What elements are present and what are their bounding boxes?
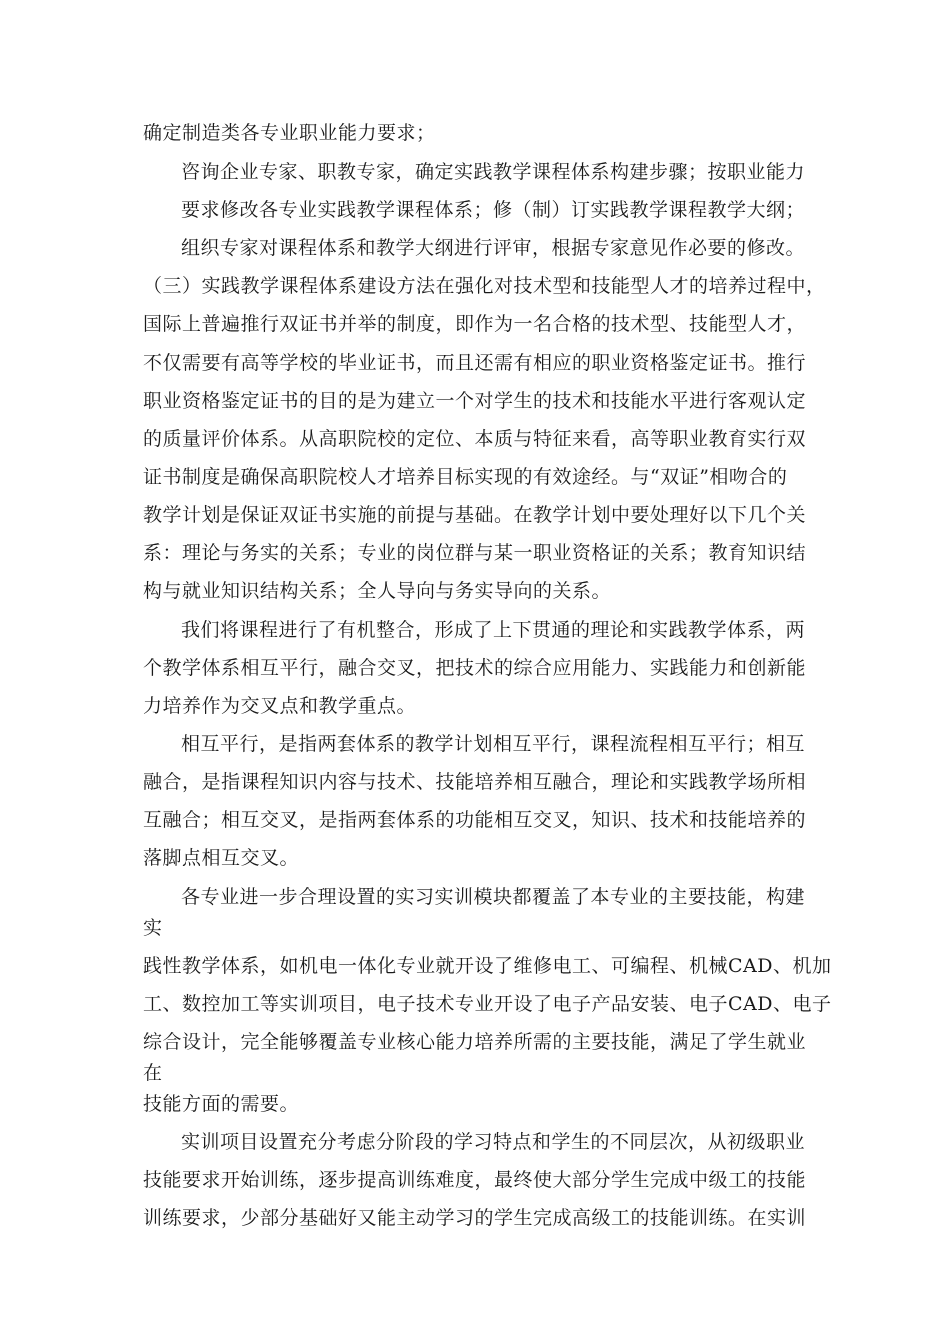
text-line: 工、数控加工等实训项目，电子技术专业开设了电子产品安装、电子CAD、电子 [143, 993, 832, 1015]
text-line: 训练要求，少部分基础好又能主动学习的学生完成高级工的技能训练。在实训 [143, 1207, 807, 1229]
text-line: 实训项目设置充分考虑分阶段的学习特点和学生的不同层次，从初级职业 [181, 1131, 806, 1153]
text-line: 要求修改各专业实践教学课程体系；修（制）订实践教学课程教学大纲； [181, 199, 806, 221]
text-line: 构与就业知识结构关系；全人导向与务实导向的关系。 [143, 580, 612, 602]
text-line: 技能要求开始训练，逐步提高训练难度，最终使大部分学生完成中级工的技能 [143, 1169, 807, 1191]
text-line: 的质量评价体系。从高职院校的定位、本质与特征来看，高等职业教育实行双 [143, 428, 807, 450]
text-line: 个教学体系相互平行，融合交叉，把技术的综合应用能力、实践能力和创新能 [143, 657, 807, 679]
text-line: 互融合；相互交叉，是指两套体系的功能相互交叉，知识、技术和技能培养的 [143, 809, 807, 831]
text-line: 力培养作为交叉点和教学重点。 [143, 695, 417, 717]
text-line: 系：理论与务实的关系；专业的岗位群与某一职业资格证的关系；教育知识结 [143, 542, 807, 564]
text-line: 融合，是指课程知识内容与技术、技能培养相互融合，理论和实践教学场所相 [143, 771, 807, 793]
text-line: 相互平行，是指两套体系的教学计划相互平行，课程流程相互平行；相互 [181, 733, 806, 755]
text-line: 我们将课程进行了有机整合，形成了上下贯通的理论和实践教学体系，两 [181, 619, 806, 641]
text-line: 确定制造类各专业职业能力要求； [143, 122, 436, 144]
text-line: 咨询企业专家、职教专家，确定实践教学课程体系构建步骤；按职业能力 [181, 161, 806, 183]
text-line: 证书制度是确保高职院校人才培养目标实现的有效途经。与“双证”相吻合的 [143, 466, 788, 488]
text-line: 在 [143, 1062, 163, 1084]
text-line: 不仅需要有高等学校的毕业证书，而且还需有相应的职业资格鉴定证书。推行 [143, 352, 807, 374]
text-line: 综合设计，完全能够覆盖专业核心能力培养所需的主要技能，满足了学生就业 [143, 1031, 807, 1053]
text-line: 国际上普遍推行双证书并举的制度，即作为一名合格的技术型、技能型人才， [143, 313, 807, 335]
text-line: 教学计划是保证双证书实施的前提与基础。在教学计划中要处理好以下几个关 [143, 504, 807, 526]
text-line: 实 [143, 917, 163, 939]
text-line: 技能方面的需要。 [143, 1093, 300, 1115]
text-line: 践性教学体系，如机电一体化专业就开设了维修电工、可编程、机械CAD、机加 [143, 955, 832, 977]
text-line: 各专业进一步合理设置的实习实训模块都覆盖了本专业的主要技能，构建 [181, 886, 806, 908]
text-line: 职业资格鉴定证书的目的是为建立一个对学生的技术和技能水平进行客观认定 [143, 390, 807, 412]
text-line: （三）实践教学课程体系建设方法在强化对技术型和技能型人才的培养过程中， [143, 275, 826, 297]
text-line: 组织专家对课程体系和教学大纲进行评审，根据专家意见作必要的修改。 [181, 237, 806, 259]
text-line: 落脚点相互交叉。 [143, 847, 300, 869]
